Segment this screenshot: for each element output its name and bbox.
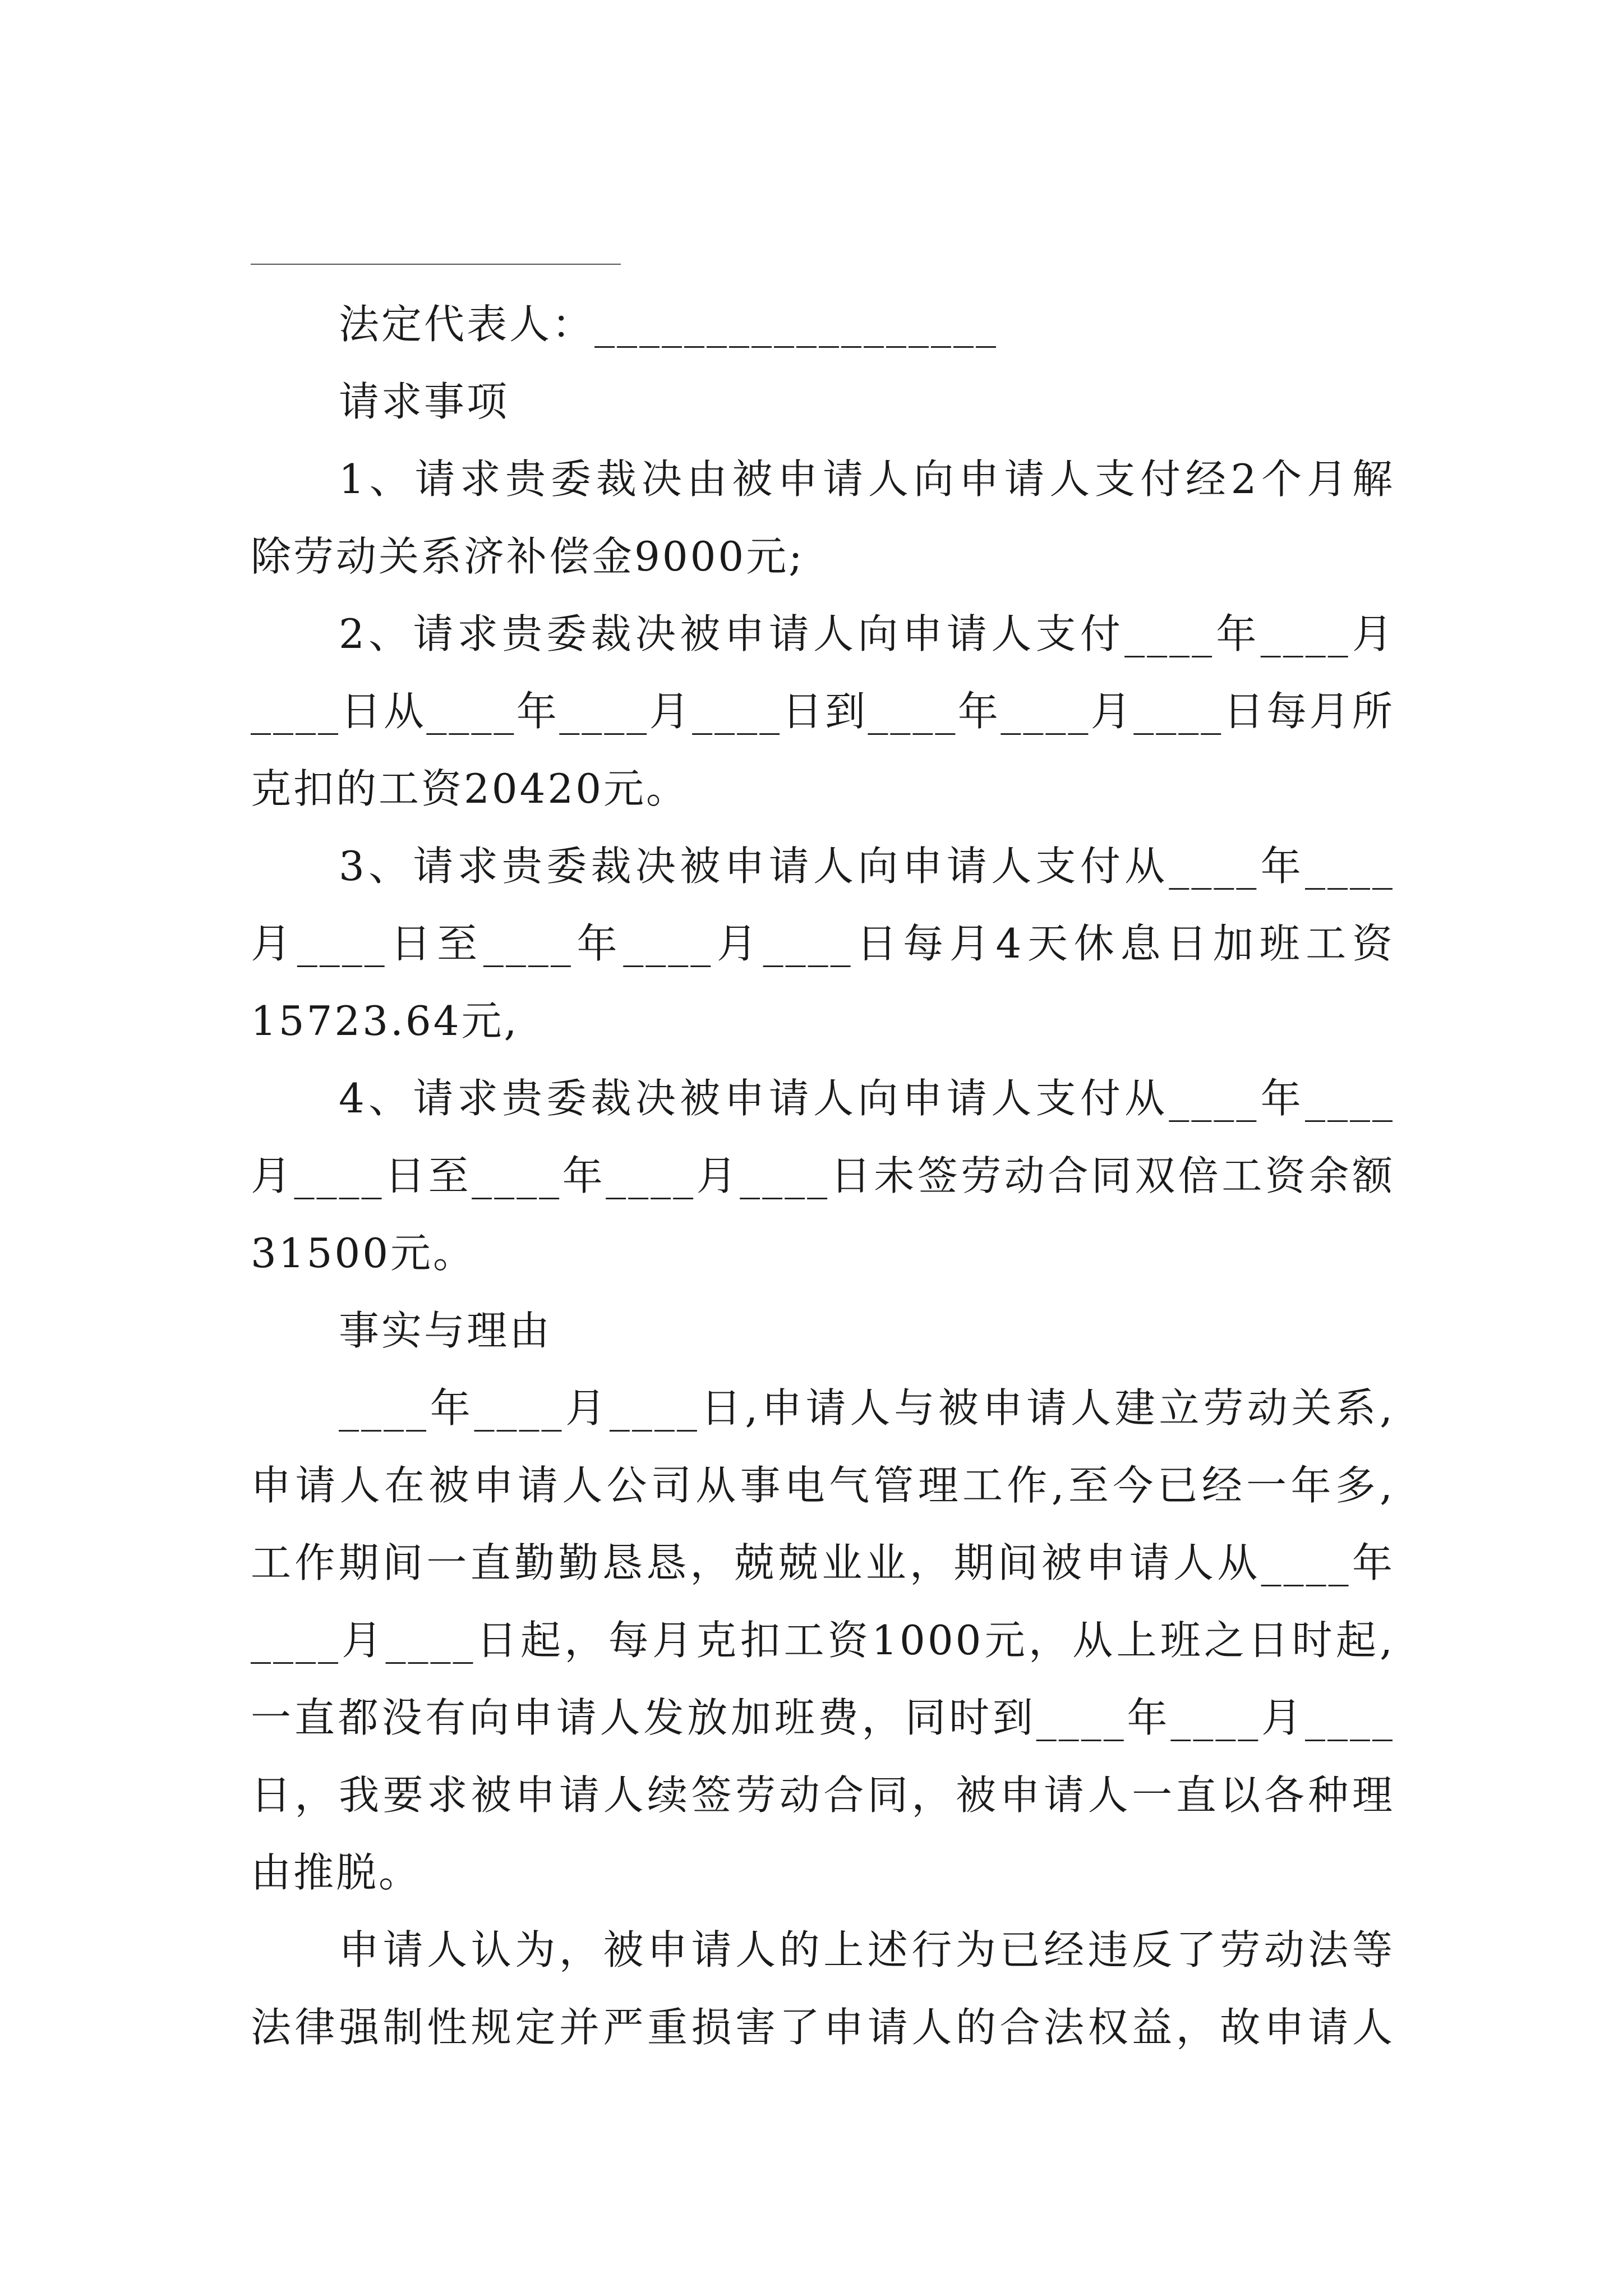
facts-line-4: ____月____日起，每月克扣工资1000元，从上班之日时起, <box>251 1617 1395 1664</box>
request-3-line-1: 3、请求贵委裁决被申请人向申请人支付从____年____ <box>339 843 1395 890</box>
facts-line-7: 由推脱。 <box>251 1849 422 1896</box>
section-heading-facts: 事实与理由 <box>339 1307 552 1354</box>
top-divider-line <box>251 264 621 265</box>
legal-representative-line: 法定代表人：__________________ <box>339 301 999 348</box>
facts-line-2: 申请人在被申请人公司从事电气管理工作,至今已经一年多, <box>251 1462 1395 1509</box>
request-3-line-2: 月____日至____年____月____日每月4天休息日加班工资 <box>251 920 1395 967</box>
request-1-line-1: 1、请求贵委裁决由被申请人向申请人支付经2个月解 <box>339 455 1395 503</box>
facts-line-6: 日，我要求被申请人续签劳动合同，被申请人一直以各种理 <box>251 1772 1395 1819</box>
request-3-line-3: 15723.64元, <box>251 997 519 1045</box>
request-2-line-1: 2、请求贵委裁决被申请人向申请人支付____年____月 <box>339 610 1395 657</box>
request-2-line-2: ____日从____年____月____日到____年____月____日每月所 <box>251 688 1395 735</box>
facts-line-5: 一直都没有向申请人发放加班费，同时到____年____月____ <box>251 1694 1395 1741</box>
request-2-line-3: 克扣的工资20420元。 <box>251 765 689 812</box>
request-1-line-2: 除劳动关系济补偿金9000元; <box>251 533 805 580</box>
section-heading-requests: 请求事项 <box>339 378 510 425</box>
request-4-line-2: 月____日至____年____月____日未签劳动合同双倍工资余额 <box>251 1152 1395 1199</box>
facts-line-3: 工作期间一直勤勤恳恳，兢兢业业，期间被申请人从____年 <box>251 1539 1395 1586</box>
request-4-line-1: 4、请求贵委裁决被申请人向申请人支付从____年____ <box>339 1075 1395 1122</box>
facts-line-1: ____年____月____日,申请人与被申请人建立劳动关系, <box>339 1384 1395 1432</box>
request-4-line-3: 31500元。 <box>251 1230 476 1277</box>
argument-line-1: 申请人认为，被申请人的上述行为已经违反了劳动法等 <box>339 1926 1395 1973</box>
argument-line-2: 法律强制性规定并严重损害了申请人的合法权益，故申请人 <box>251 2004 1395 2051</box>
